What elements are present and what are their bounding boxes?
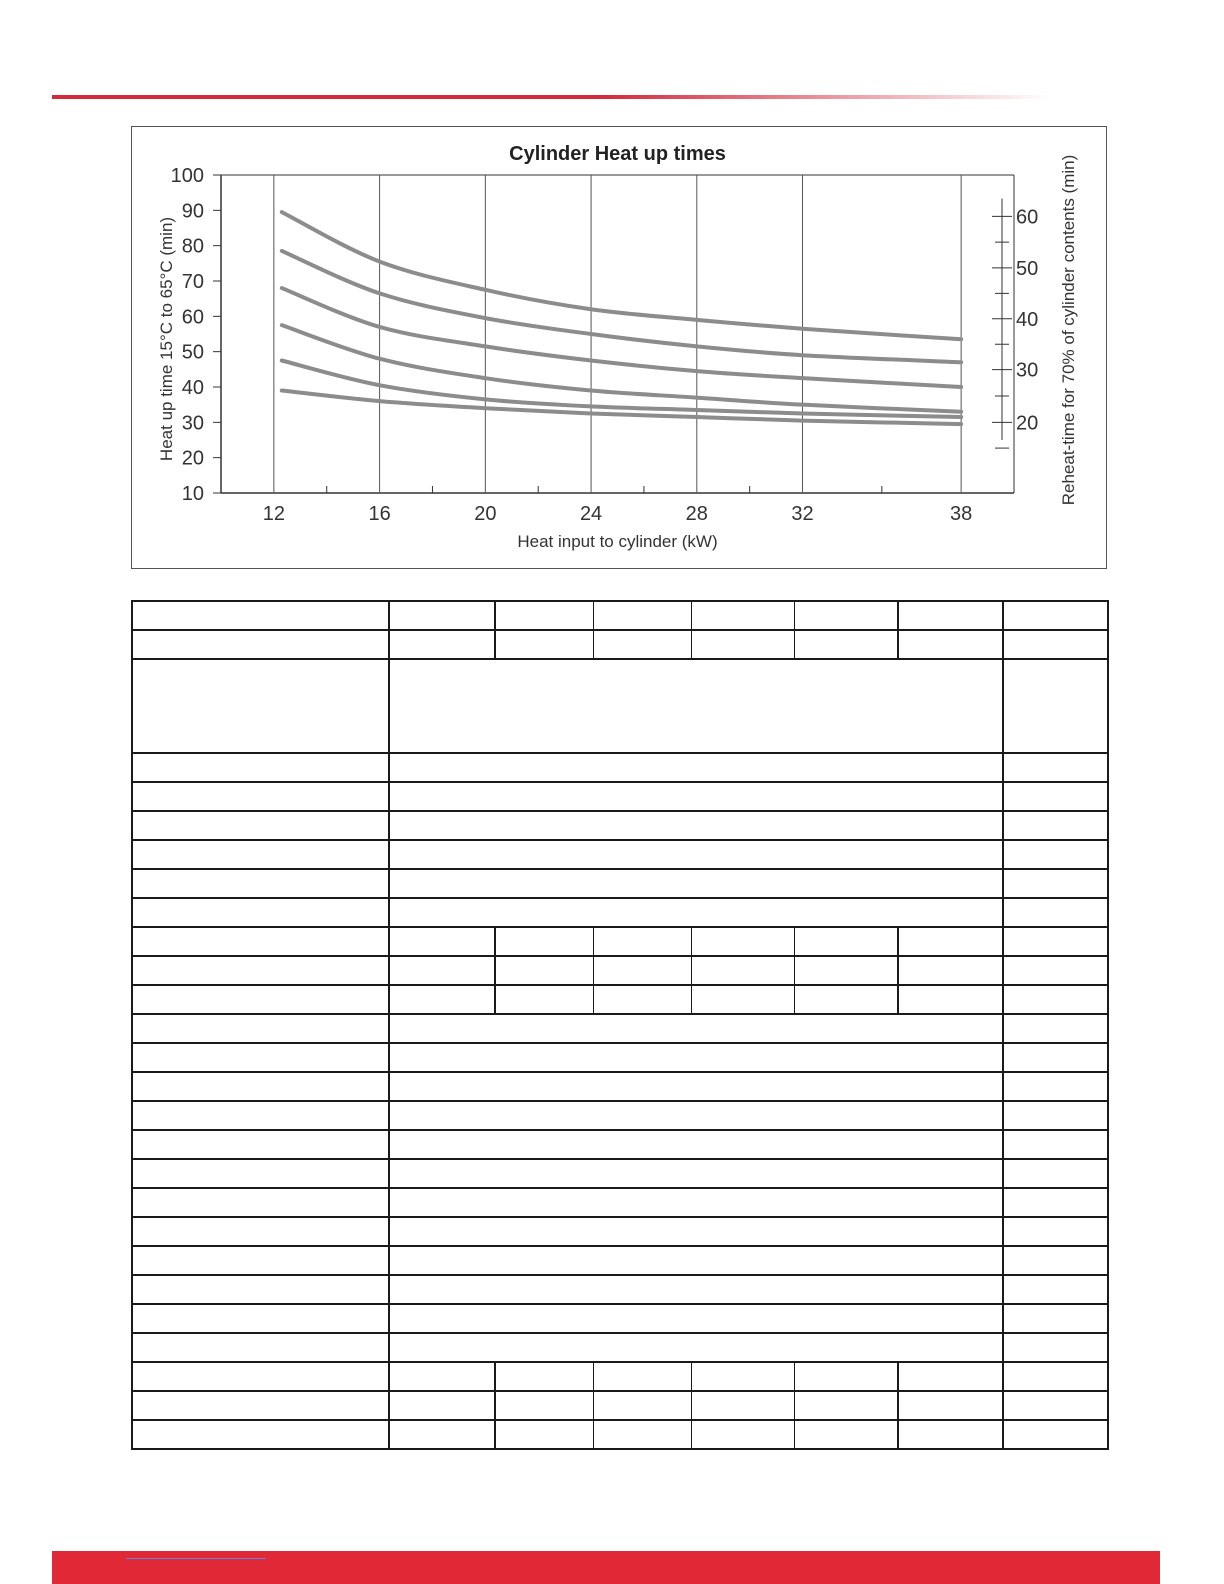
merged-value-cell bbox=[389, 869, 1003, 898]
table-row bbox=[132, 659, 1108, 753]
merged-value-cell bbox=[389, 1072, 1003, 1101]
value-cell bbox=[593, 1391, 691, 1420]
merged-value-cell bbox=[389, 753, 1003, 782]
row-label-cell bbox=[132, 898, 389, 927]
value-cell bbox=[691, 1420, 794, 1449]
unit-cell bbox=[1003, 1014, 1108, 1043]
y-tick-label: 30 bbox=[181, 412, 204, 435]
merged-value-cell bbox=[389, 1333, 1003, 1362]
unit-cell bbox=[1003, 1217, 1108, 1246]
unit-cell bbox=[1003, 869, 1108, 898]
row-label-cell bbox=[132, 1072, 389, 1101]
unit-cell bbox=[1003, 1420, 1108, 1449]
table-row bbox=[132, 898, 1108, 927]
unit-cell bbox=[1003, 753, 1108, 782]
row-label-cell bbox=[132, 985, 389, 1014]
y2-tick-label: 30 bbox=[1016, 359, 1039, 382]
merged-value-cell bbox=[389, 1275, 1003, 1304]
value-cell bbox=[691, 956, 794, 985]
row-label-cell bbox=[132, 601, 389, 630]
value-cell bbox=[593, 985, 691, 1014]
row-label-cell bbox=[132, 1246, 389, 1275]
merged-value-cell bbox=[389, 1159, 1003, 1188]
row-label-cell bbox=[132, 869, 389, 898]
table-row bbox=[132, 1275, 1108, 1304]
value-cell bbox=[389, 1391, 495, 1420]
unit-cell bbox=[1003, 1159, 1108, 1188]
value-cell bbox=[794, 1362, 898, 1391]
value-cell bbox=[495, 956, 593, 985]
value-cell bbox=[794, 927, 898, 956]
series-line-curve-1 bbox=[282, 212, 961, 339]
heatup-chart bbox=[132, 127, 1108, 570]
value-cell bbox=[898, 1362, 1003, 1391]
row-label-cell bbox=[132, 1362, 389, 1391]
unit-cell bbox=[1003, 630, 1108, 659]
unit-cell bbox=[1003, 1391, 1108, 1420]
value-cell bbox=[593, 601, 691, 630]
value-cell bbox=[593, 1362, 691, 1391]
y2-tick-label: 40 bbox=[1016, 308, 1039, 331]
y-tick-label: 20 bbox=[181, 447, 204, 470]
row-label-cell bbox=[132, 1420, 389, 1449]
row-label-cell bbox=[132, 782, 389, 811]
row-label-cell bbox=[132, 1391, 389, 1420]
unit-cell bbox=[1003, 1275, 1108, 1304]
value-cell bbox=[794, 956, 898, 985]
unit-cell bbox=[1003, 811, 1108, 840]
y2-tick-label: 20 bbox=[1016, 412, 1039, 435]
chart-title: Cylinder Heat up times bbox=[509, 143, 726, 165]
value-cell bbox=[691, 927, 794, 956]
table-row bbox=[132, 956, 1108, 985]
value-cell bbox=[495, 1391, 593, 1420]
footer-link[interactable] bbox=[126, 1558, 266, 1559]
value-cell bbox=[495, 927, 593, 956]
value-cell bbox=[898, 927, 1003, 956]
merged-value-cell bbox=[389, 1217, 1003, 1246]
value-cell bbox=[898, 985, 1003, 1014]
value-cell bbox=[794, 985, 898, 1014]
y-tick-label: 90 bbox=[181, 200, 204, 223]
header-rule bbox=[52, 95, 1052, 99]
y2-axis-title: Reheat-time for 70% of cylinder contents (min) bbox=[1059, 154, 1078, 506]
unit-cell bbox=[1003, 1362, 1108, 1391]
value-cell bbox=[389, 1420, 495, 1449]
unit-cell bbox=[1003, 956, 1108, 985]
value-cell bbox=[898, 630, 1003, 659]
unit-cell bbox=[1003, 1130, 1108, 1159]
series-line-curve-2 bbox=[282, 251, 961, 362]
row-label-cell bbox=[132, 1014, 389, 1043]
table-row bbox=[132, 1246, 1108, 1275]
y-tick-label: 40 bbox=[181, 377, 204, 399]
unit-cell bbox=[1003, 601, 1108, 630]
x-axis-title: Heat input to cylinder (kW) bbox=[517, 532, 718, 551]
table-row bbox=[132, 869, 1108, 898]
table-row bbox=[132, 1014, 1108, 1043]
row-label-cell bbox=[132, 927, 389, 956]
value-cell bbox=[898, 601, 1003, 630]
merged-value-cell bbox=[389, 1246, 1003, 1275]
value-cell bbox=[794, 1391, 898, 1420]
x-tick-label: 24 bbox=[579, 503, 603, 525]
row-label-cell bbox=[132, 1130, 389, 1159]
value-cell bbox=[593, 956, 691, 985]
value-cell bbox=[691, 1391, 794, 1420]
value-cell bbox=[593, 1420, 691, 1449]
table-row bbox=[132, 601, 1108, 630]
merged-value-cell bbox=[389, 782, 1003, 811]
value-cell bbox=[691, 985, 794, 1014]
value-cell bbox=[794, 630, 898, 659]
row-label-cell bbox=[132, 811, 389, 840]
value-cell bbox=[794, 601, 898, 630]
merged-value-cell bbox=[389, 1188, 1003, 1217]
table-row bbox=[132, 840, 1108, 869]
value-cell bbox=[389, 630, 495, 659]
value-cell bbox=[593, 927, 691, 956]
table-row bbox=[132, 985, 1108, 1014]
value-cell bbox=[898, 956, 1003, 985]
merged-value-cell bbox=[389, 840, 1003, 869]
unit-cell bbox=[1003, 985, 1108, 1014]
unit-cell bbox=[1003, 1043, 1108, 1072]
value-cell bbox=[794, 1420, 898, 1449]
x-tick-label: 12 bbox=[262, 503, 285, 525]
row-label-cell bbox=[132, 1043, 389, 1072]
unit-cell bbox=[1003, 927, 1108, 956]
table-row bbox=[132, 1333, 1108, 1362]
y-axis-title: Heat up time 15°C to 65°C (min) bbox=[157, 216, 176, 462]
table-row bbox=[132, 753, 1108, 782]
x-tick-label: 16 bbox=[368, 503, 391, 525]
table-row bbox=[132, 1391, 1108, 1420]
x-tick-label: 32 bbox=[791, 503, 814, 525]
value-cell bbox=[495, 601, 593, 630]
merged-value-cell bbox=[389, 1043, 1003, 1072]
row-label-cell bbox=[132, 1304, 389, 1333]
table-row bbox=[132, 1101, 1108, 1130]
row-label-cell bbox=[132, 1333, 389, 1362]
merged-value-cell bbox=[389, 1304, 1003, 1333]
y-tick-label: 60 bbox=[181, 306, 204, 329]
table-row bbox=[132, 1159, 1108, 1188]
row-label-cell bbox=[132, 1159, 389, 1188]
y-tick-label: 50 bbox=[181, 341, 204, 364]
footer-bar bbox=[52, 1551, 1160, 1584]
merged-value-cell bbox=[389, 1101, 1003, 1130]
table-row bbox=[132, 811, 1108, 840]
y-tick-label: 70 bbox=[181, 271, 204, 293]
value-cell bbox=[389, 956, 495, 985]
value-cell bbox=[495, 985, 593, 1014]
row-label-cell bbox=[132, 1275, 389, 1304]
merged-value-cell bbox=[389, 811, 1003, 840]
merged-value-cell bbox=[389, 1130, 1003, 1159]
unit-cell bbox=[1003, 782, 1108, 811]
table-row bbox=[132, 630, 1108, 659]
unit-cell bbox=[1003, 1188, 1108, 1217]
unit-cell bbox=[1003, 840, 1108, 869]
table-row bbox=[132, 1188, 1108, 1217]
merged-value-cell bbox=[389, 898, 1003, 927]
table-row bbox=[132, 1420, 1108, 1449]
unit-cell bbox=[1003, 1101, 1108, 1130]
row-label-cell bbox=[132, 630, 389, 659]
y2-tick-label: 50 bbox=[1016, 257, 1039, 280]
value-cell bbox=[389, 927, 495, 956]
row-label-cell bbox=[132, 840, 389, 869]
row-label-cell bbox=[132, 1217, 389, 1246]
table-row bbox=[132, 1304, 1108, 1333]
y-tick-label: 80 bbox=[181, 235, 204, 258]
table-row bbox=[132, 1130, 1108, 1159]
table-row bbox=[132, 1043, 1108, 1072]
value-cell bbox=[389, 985, 495, 1014]
unit-cell bbox=[1003, 1072, 1108, 1101]
y-tick-label: 10 bbox=[181, 483, 204, 505]
row-label-cell bbox=[132, 1188, 389, 1217]
unit-cell bbox=[1003, 1304, 1108, 1333]
row-label-cell bbox=[132, 753, 389, 782]
value-cell bbox=[691, 601, 794, 630]
row-label-cell bbox=[132, 1101, 389, 1130]
table-row bbox=[132, 1362, 1108, 1391]
value-cell bbox=[495, 1420, 593, 1449]
merged-value-cell bbox=[389, 1014, 1003, 1043]
value-cell bbox=[495, 1362, 593, 1391]
y2-tick-label: 60 bbox=[1016, 206, 1039, 229]
value-cell bbox=[593, 630, 691, 659]
x-tick-label: 38 bbox=[950, 503, 973, 525]
value-cell bbox=[389, 1362, 495, 1391]
value-cell bbox=[691, 630, 794, 659]
x-tick-label: 28 bbox=[685, 503, 708, 525]
spec-table bbox=[131, 600, 1109, 1450]
unit-cell bbox=[1003, 1246, 1108, 1275]
x-tick-label: 20 bbox=[474, 503, 497, 525]
merged-value-cell bbox=[389, 659, 1003, 753]
value-cell bbox=[389, 601, 495, 630]
chart-panel bbox=[131, 126, 1107, 569]
y-tick-label: 100 bbox=[170, 165, 204, 187]
table-row bbox=[132, 1072, 1108, 1101]
table-row bbox=[132, 1217, 1108, 1246]
value-cell bbox=[898, 1391, 1003, 1420]
row-label-cell bbox=[132, 659, 389, 753]
value-cell bbox=[495, 630, 593, 659]
unit-cell bbox=[1003, 659, 1108, 753]
row-label-cell bbox=[132, 956, 389, 985]
table-row bbox=[132, 927, 1108, 956]
value-cell bbox=[691, 1362, 794, 1391]
value-cell bbox=[898, 1420, 1003, 1449]
unit-cell bbox=[1003, 1333, 1108, 1362]
table-row bbox=[132, 782, 1108, 811]
unit-cell bbox=[1003, 898, 1108, 927]
